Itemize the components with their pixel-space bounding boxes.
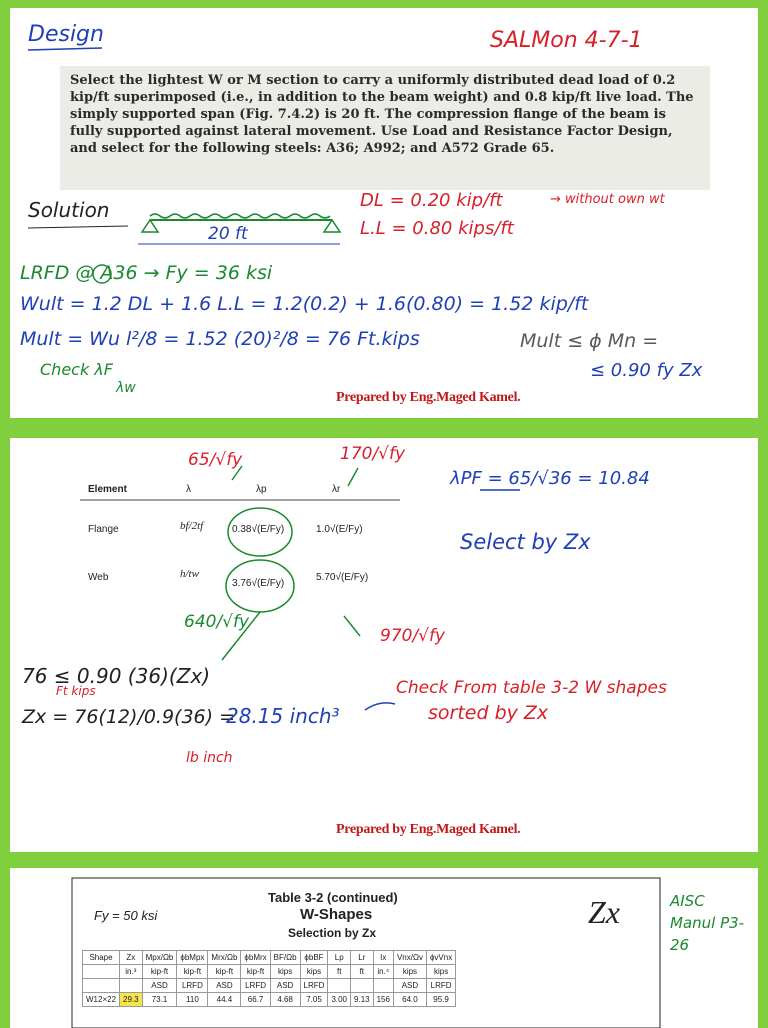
header-lr: Lr <box>351 951 374 965</box>
header-mpx-lrfd: ϕbMpx <box>177 951 208 965</box>
design-heading: Design <box>28 22 104 47</box>
zx-result: 28.15 inch³ <box>226 704 340 728</box>
mult-check: Mult ≤ ϕ Mn = <box>520 330 659 352</box>
wult-equation: Wult = 1.2 DL + 1.6 L.L = 1.2(0.2) + 1.6(0.80) = 1.52 kip/ft <box>20 293 589 315</box>
prepared-by-credit-2: Prepared by Eng.Maged Kamel. <box>336 822 521 837</box>
data-cell: 66.7 <box>241 993 270 1007</box>
data-cell: 4.68 <box>270 993 300 1007</box>
header-shape: Shape <box>83 951 120 965</box>
unit-cell: kips <box>393 965 426 979</box>
zx-value-highlighted: 29.3 <box>120 993 143 1007</box>
shape-w12x22: W12×22 <box>83 993 120 1007</box>
w-shapes-table <box>82 950 456 1007</box>
header-zx: Zx <box>120 951 143 965</box>
check-table-note: Check From table 3-2 W shapes <box>396 678 667 698</box>
row-web-lambda-r: 5.70√(E/Fy) <box>316 572 369 583</box>
table-row <box>83 965 456 979</box>
row-flange-element: Flange <box>88 524 119 535</box>
slide-panel-2 <box>10 438 758 852</box>
data-cell: 64.0 <box>393 993 426 1007</box>
unit-cell: kips <box>270 965 300 979</box>
unit-cell: kip-ft <box>208 965 241 979</box>
red-970-over-root-fy: 970/√fy <box>380 626 446 646</box>
design-cell: LRFD <box>241 979 270 993</box>
mult-equation: Mult = Wu l²/8 = 1.52 (20)²/8 = 76 Ft.kips <box>20 328 420 350</box>
design-cell <box>120 979 143 993</box>
sorted-by-zx-note: sorted by Zx <box>428 702 549 724</box>
moment-inequality: 76 ≤ 0.90 (36)(Zx) <box>22 664 211 688</box>
unit-cell: kip-ft <box>241 965 270 979</box>
table-header-lambda-r: λr <box>332 484 341 495</box>
table-title: Table 3-2 (continued) <box>268 890 398 905</box>
unit-cell: in.⁴ <box>373 965 393 979</box>
unit-cell <box>83 965 120 979</box>
table-row <box>83 993 456 1007</box>
unit-cell: kip-ft <box>177 965 208 979</box>
data-cell: 156 <box>373 993 393 1007</box>
data-cell: 7.05 <box>300 993 328 1007</box>
row-flange-ratio: bf/2tf <box>180 520 204 532</box>
prepared-by-credit: Prepared by Eng.Maged Kamel. <box>336 390 521 405</box>
zx-equation: Zx = 76(12)/0.9(36) = <box>22 706 236 728</box>
table-header-lambda-p: λp <box>256 484 267 495</box>
design-cell: LRFD <box>300 979 328 993</box>
header-vnx-lrfd: ϕvVnx <box>426 951 455 965</box>
salmon-reference: SALMon 4-7-1 <box>490 28 643 53</box>
header-ix: Ix <box>373 951 393 965</box>
design-cell: LRFD <box>426 979 455 993</box>
data-cell: 44.4 <box>208 993 241 1007</box>
header-mpx-asd: Mpx/Ωb <box>142 951 177 965</box>
data-cell: 95.9 <box>426 993 455 1007</box>
select-by-zx: Select by Zx <box>460 530 591 554</box>
design-cell <box>351 979 374 993</box>
dead-load-note: DL = 0.20 kip/ft <box>360 190 503 211</box>
solution-label: Solution <box>28 198 110 222</box>
data-cell: 3.00 <box>328 993 351 1007</box>
row-web-ratio: h/tw <box>180 568 199 580</box>
lambda-pf-result: λPF = 65/√36 = 10.84 <box>450 468 650 489</box>
live-load-note: L.L = 0.80 kips/ft <box>360 218 514 239</box>
header-lp: Lp <box>328 951 351 965</box>
ft-kips-note: Ft kips <box>56 684 96 698</box>
design-cell: ASD <box>393 979 426 993</box>
table-subtitle-selection: Selection by Zx <box>288 926 377 940</box>
fy-value: Fy = 50 ksi <box>94 908 158 923</box>
without-own-weight-note: → without own wt <box>550 192 665 207</box>
design-cell: ASD <box>142 979 177 993</box>
span-length: 20 ft <box>208 224 248 244</box>
mult-check-second-line: ≤ 0.90 fy Zx <box>590 360 703 381</box>
aisc-manual-note: AISC Manul P3-26 <box>670 892 745 954</box>
table-row <box>83 951 456 965</box>
red-65-over-root-fy: 65/√fy <box>188 450 243 470</box>
header-bf-asd: BF/Ωb <box>270 951 300 965</box>
lrfd-line: LRFD @ A36 → Fy = 36 ksi <box>20 262 273 284</box>
green-640-over-root-fy: 640/√fy <box>184 612 250 632</box>
check-lambda-web: λw <box>116 380 136 396</box>
data-cell: 9.13 <box>351 993 374 1007</box>
header-bf-lrfd: ϕbBF <box>300 951 328 965</box>
design-cell <box>328 979 351 993</box>
unit-cell: kips <box>300 965 328 979</box>
slide-panel-3 <box>10 868 758 1028</box>
unit-cell: ft <box>328 965 351 979</box>
table-header-lambda: λ <box>186 484 191 495</box>
row-web-lambda-p: 3.76√(E/Fy) <box>232 578 285 589</box>
data-cell: 73.1 <box>142 993 177 1007</box>
row-flange-lambda-r: 1.0√(E/Fy) <box>316 524 363 535</box>
row-web-element: Web <box>88 572 109 583</box>
header-vnx-asd: Vnx/Ωv <box>393 951 426 965</box>
unit-cell: kip-ft <box>142 965 177 979</box>
data-cell: 110 <box>177 993 208 1007</box>
problem-statement: Select the lightest W or M section to carry a uniformly distributed dead load of 0.2 kip/ft superimposed (i.e., in addition to the beam weight) and 0.8 kip/ft live load. The simply supported span (Fig. 7.4.2) is 20 ft. The compression flange of the beam is fully supported against lateral movement. Use Load and Resistance Factor Design, and select for the following steels: A36; A992; and A572 Grade 65. <box>60 66 710 190</box>
slide-panel-1 <box>10 8 758 418</box>
unit-cell: in.³ <box>120 965 143 979</box>
table-header-element: Element <box>88 484 127 495</box>
check-lambda-label: Check λF <box>40 360 113 379</box>
design-cell: ASD <box>208 979 241 993</box>
design-cell <box>373 979 393 993</box>
design-cell: LRFD <box>177 979 208 993</box>
row-flange-lambda-p: 0.38√(E/Fy) <box>232 524 285 535</box>
design-cell <box>83 979 120 993</box>
design-cell: ASD <box>270 979 300 993</box>
unit-cell: kips <box>426 965 455 979</box>
red-170-over-root-fy: 170/√fy <box>340 444 406 464</box>
lb-inch-note: lb inch <box>186 750 233 766</box>
table-row <box>83 979 456 993</box>
unit-cell: ft <box>351 965 374 979</box>
zx-symbol: Zx <box>588 894 620 930</box>
header-mrx-asd: Mrx/Ωb <box>208 951 241 965</box>
header-mrx-lrfd: ϕbMrx <box>241 951 270 965</box>
table-subtitle-w-shapes: W-Shapes <box>300 906 373 923</box>
